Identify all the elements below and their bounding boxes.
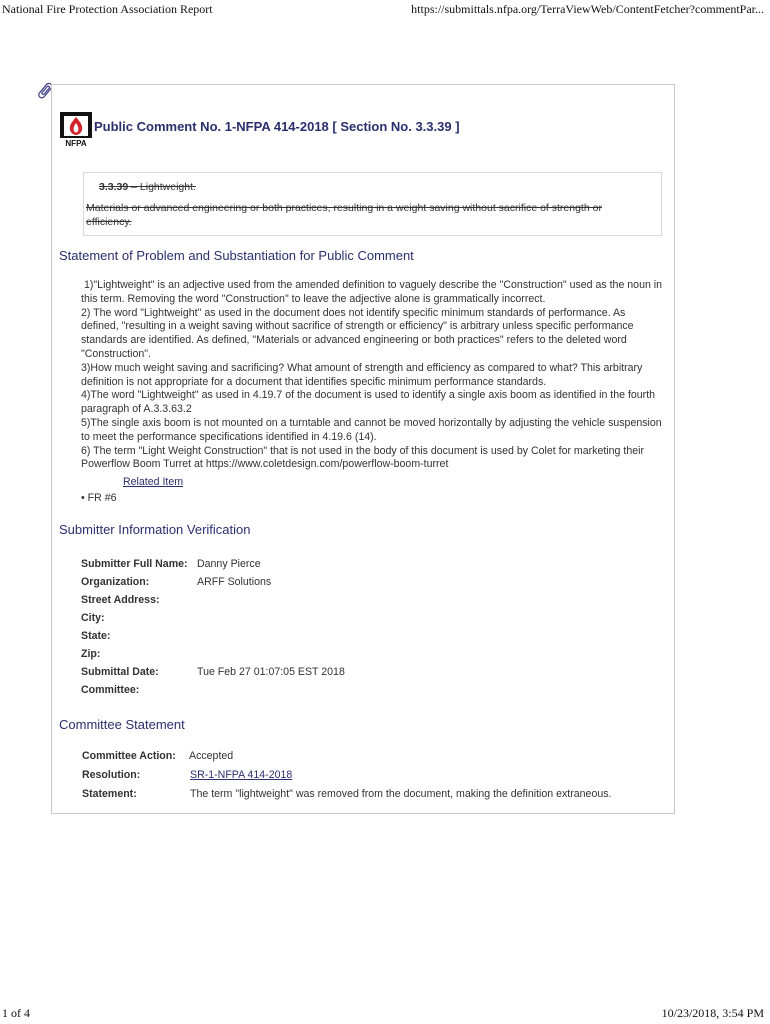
nfpa-logo-icon <box>58 111 94 147</box>
public-comment-title: Public Comment No. 1-NFPA 414-2018 [ Section No. 3.3.39 ] <box>94 119 460 134</box>
definition-heading: 3.3.39 – Lightweight. <box>99 181 196 193</box>
statement-line: 6) The term "Light Weight Construction" that is not used in the body of this document is used by Colet for marketing their Powerflow Boom Turret at https://www.coletdesign.com/powerflow-boom-turret <box>81 444 644 471</box>
report-title: National Fire Protection Association Report <box>2 2 213 16</box>
field-value: ARFF Solutions <box>197 576 272 588</box>
field-label: Zip: <box>81 648 101 660</box>
statement-heading: Statement of Problem and Substantiation for Public Comment <box>59 248 414 263</box>
statement-line: 3)How much weight saving and sacrificing? What amount of strength and efficiency as compared to what? This arbitrary definition is not appropriate for a document that identifies specific minimum performance standards. <box>81 361 643 388</box>
print-header <box>0 0 770 18</box>
print-datetime: 10/23/2018, 3:54 PM <box>661 1006 764 1020</box>
field-label: Submitter Full Name: <box>81 558 188 570</box>
comment-panel <box>51 84 675 814</box>
field-label: Resolution: <box>82 769 141 781</box>
statement-line: 2) The word "Lightweight" as used in the document does not identify specific minimum standards of performance. As defined, "resulting in a weight saving without sacrifice of strength or efficiency" is arbitrary unless specific performance standards are identified. As defined, "Materials or advanced engineering or both practices" refers to the deleted word "Construction". <box>81 306 634 360</box>
field-label: Statement: <box>82 788 137 800</box>
field-label: Organization: <box>81 576 150 588</box>
print-footer <box>0 1006 770 1024</box>
related-item-link[interactable]: Related Item <box>123 476 184 488</box>
field-value: The term "lightweight" was removed from the document, making the definition extraneous. <box>190 788 612 800</box>
field-value: Tue Feb 27 01:07:05 EST 2018 <box>197 666 345 678</box>
resolution-link[interactable]: SR-1-NFPA 414-2018 <box>190 769 293 781</box>
page-counter: 1 of 4 <box>2 1006 30 1020</box>
definition-text: Materials or advanced engineering or both practices, resulting in a weight saving without sacrifice of strength or efficiency. <box>86 202 602 228</box>
field-label: City: <box>81 612 105 624</box>
statement-body <box>81 279 665 472</box>
field-label: Committee Action: <box>82 750 176 762</box>
field-label: Committee: <box>81 684 140 696</box>
committee-heading: Committee Statement <box>59 717 185 732</box>
field-value: Accepted <box>189 750 234 762</box>
related-item-fr: • FR #6 <box>81 492 117 504</box>
statement-line: 5)The single axis boom is not mounted on a turntable and cannot be moved horizontally by adjusting the vehicle suspension to meet the performance specifications identified in 4.19.6 (14). <box>81 416 662 443</box>
submitter-heading: Submitter Information Verification <box>59 522 251 537</box>
statement-line: 1)"Lightweight" is an adjective used from the amended definition to vaguely describe the "Construction" used as the noun in this term. Removing the word "Construction" to leave the adjective alone is grammatically incorrect. <box>81 279 663 305</box>
field-label: Submittal Date: <box>81 666 159 678</box>
svg-text:NFPA: NFPA <box>65 139 87 147</box>
field-label: State: <box>81 630 111 642</box>
definition-box <box>83 172 662 236</box>
statement-line: 4)The word "Lightweight" as used in 4.19.7 of the document is used to identify a single axis boom as identified in the fourth paragraph of A.3.3.63.2 <box>81 389 656 416</box>
field-label: Street Address: <box>81 594 160 606</box>
field-value: Danny Pierce <box>197 558 261 570</box>
page-url: https://submittals.nfpa.org/TerraViewWeb/ContentFetcher?commentPar... <box>411 2 764 16</box>
